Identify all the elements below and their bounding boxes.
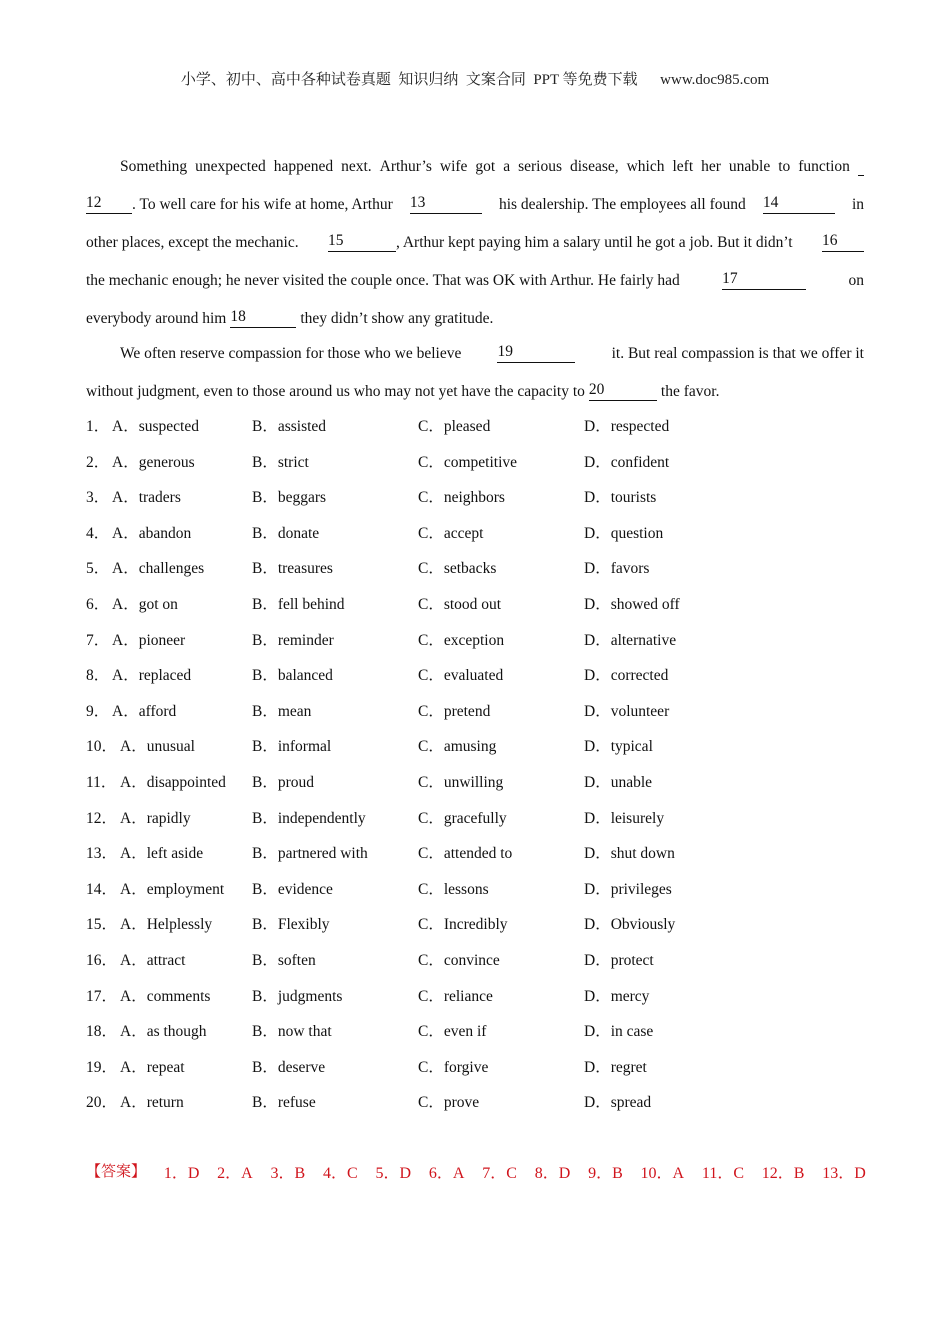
passage-line bbox=[86, 377, 864, 415]
passage-text: it. But real compassion is that we offer it bbox=[611, 345, 864, 362]
option-d: D．protect bbox=[584, 951, 654, 969]
question-number: 8． bbox=[86, 667, 110, 685]
question-number: 2． bbox=[86, 453, 110, 471]
option-a: A．replaced bbox=[112, 667, 192, 685]
option-d: D．shut down bbox=[584, 845, 675, 863]
option-c: C．exception bbox=[418, 631, 505, 649]
option-b: B．deserve bbox=[252, 1058, 326, 1076]
option-d: D．privileges bbox=[584, 880, 672, 898]
option-a: A．abandon bbox=[112, 524, 192, 542]
answer-item: 10．A bbox=[640, 1165, 685, 1182]
blank-13: 13 bbox=[410, 194, 482, 214]
question-number: 16． bbox=[86, 951, 118, 969]
question-number: 13． bbox=[86, 845, 118, 863]
question-number: 19． bbox=[86, 1058, 118, 1076]
option-b: B．now that bbox=[252, 1023, 332, 1041]
answer-item: 13．D bbox=[822, 1165, 866, 1182]
question-number: 6． bbox=[86, 595, 110, 613]
option-c: C．setbacks bbox=[418, 560, 497, 578]
option-c: C．competitive bbox=[418, 453, 518, 471]
option-d: D．favors bbox=[584, 560, 650, 578]
answer-item: 7．C bbox=[482, 1165, 517, 1182]
option-d: D．typical bbox=[584, 738, 653, 756]
question-row bbox=[86, 732, 886, 768]
answer-label: 【答案】 bbox=[86, 1162, 147, 1180]
option-a: A．left aside bbox=[120, 845, 204, 863]
option-a: A．Helplessly bbox=[120, 916, 213, 934]
option-b: B．treasures bbox=[252, 560, 333, 578]
answer-key bbox=[86, 1160, 866, 1183]
option-b: B．donate bbox=[252, 524, 320, 542]
option-c: C．pleased bbox=[418, 418, 491, 435]
option-d: D．alternative bbox=[584, 631, 677, 649]
passage-text: the mechanic enough; he never visited the couple once. That was OK with Arthur. He fairly had bbox=[86, 272, 680, 289]
passage-paragraph-1 bbox=[86, 152, 864, 342]
option-d: D．showed off bbox=[584, 595, 680, 613]
option-b: B．Flexibly bbox=[252, 916, 330, 934]
question-row bbox=[86, 1053, 886, 1089]
option-c: C．reliance bbox=[418, 987, 493, 1005]
option-b: B．informal bbox=[252, 738, 332, 756]
option-d: D．confident bbox=[584, 453, 670, 471]
question-row bbox=[86, 519, 886, 555]
option-a: A．traders bbox=[112, 489, 181, 507]
question-number: 12． bbox=[86, 809, 118, 827]
option-d: D．respected bbox=[584, 418, 670, 435]
question-number: 3． bbox=[86, 489, 110, 507]
question-number: 18． bbox=[86, 1023, 118, 1041]
question-row bbox=[86, 412, 886, 448]
option-c: C．lessons bbox=[418, 880, 489, 898]
option-c: C．stood out bbox=[418, 595, 502, 613]
question-row bbox=[86, 839, 886, 875]
passage-word: next. bbox=[341, 158, 372, 175]
passage-text: . To well care for his wife at home, Arthur bbox=[132, 196, 393, 213]
question-row bbox=[86, 626, 886, 662]
option-d: D．corrected bbox=[584, 667, 669, 685]
passage-line bbox=[86, 190, 864, 228]
passage-text: they didn’t show any gratitude. bbox=[300, 310, 494, 327]
option-d: D．spread bbox=[584, 1094, 652, 1112]
answer-item: 3．B bbox=[270, 1165, 306, 1182]
passage-word: a bbox=[503, 158, 511, 175]
option-a: A．generous bbox=[112, 453, 195, 471]
option-d: D．regret bbox=[584, 1058, 647, 1076]
passage-line bbox=[86, 339, 864, 377]
passage-word: to bbox=[778, 158, 791, 175]
option-d: D．tourists bbox=[584, 489, 657, 507]
passage-text: other places, except the mechanic. bbox=[86, 234, 299, 251]
question-number: 5． bbox=[86, 560, 110, 578]
passage-word: unable bbox=[728, 158, 771, 175]
option-a: A．rapidly bbox=[120, 809, 191, 827]
passage-line bbox=[86, 228, 864, 266]
blank-17: 17 bbox=[722, 270, 806, 290]
passage-paragraph-2 bbox=[86, 339, 864, 415]
option-b: B．beggars bbox=[252, 489, 327, 507]
question-number: 15． bbox=[86, 916, 118, 934]
answer-item: 12．B bbox=[761, 1165, 805, 1182]
option-c: C．pretend bbox=[418, 702, 491, 720]
option-c: C．forgive bbox=[418, 1058, 489, 1076]
blank-12-start bbox=[858, 156, 864, 176]
option-a: A．employment bbox=[120, 880, 225, 898]
passage-word: disease, bbox=[569, 158, 619, 175]
passage-word: Something bbox=[120, 158, 188, 175]
question-row bbox=[86, 982, 886, 1018]
option-b: B．partnered with bbox=[252, 845, 368, 863]
question-number: 9． bbox=[86, 702, 110, 720]
option-b: B．refuse bbox=[252, 1094, 316, 1112]
question-row bbox=[86, 875, 886, 911]
passage-line bbox=[86, 304, 864, 342]
option-a: A．afford bbox=[112, 702, 177, 720]
option-c: C．accept bbox=[418, 524, 484, 542]
answer-item: 11．C bbox=[701, 1165, 744, 1182]
option-c: C．convince bbox=[418, 951, 500, 969]
option-c: C．amusing bbox=[418, 738, 497, 756]
answer-item: 4．C bbox=[323, 1165, 358, 1182]
question-row bbox=[86, 661, 886, 697]
passage-word: got bbox=[475, 158, 496, 175]
answer-item: 6．A bbox=[428, 1165, 465, 1182]
question-row bbox=[86, 697, 886, 733]
answer-item: 5．D bbox=[375, 1165, 412, 1182]
option-c: C．Incredibly bbox=[418, 916, 508, 934]
question-number: 4． bbox=[86, 524, 110, 542]
answer-item: 9．B bbox=[588, 1165, 623, 1182]
passage-text: on bbox=[848, 272, 864, 289]
option-c: C．even if bbox=[418, 1023, 487, 1041]
passage-text: everybody around him bbox=[86, 310, 227, 327]
question-number: 14． bbox=[86, 880, 118, 898]
question-number: 17． bbox=[86, 987, 118, 1005]
question-number: 7． bbox=[86, 631, 110, 649]
passage-text: in bbox=[851, 196, 864, 213]
option-c: C．evaluated bbox=[418, 667, 504, 685]
option-b: B．independently bbox=[252, 809, 366, 827]
passage-word: function bbox=[798, 158, 850, 175]
page-header: 小学、初中、高中各种试卷真题 知识归纳 文案合同 PPT 等免费下载 www.doc985.com bbox=[180, 72, 770, 88]
answer-item: 8．D bbox=[534, 1165, 571, 1182]
passage-word: her bbox=[701, 158, 721, 175]
passage-word: Arthur’s bbox=[379, 158, 432, 175]
option-b: B．proud bbox=[252, 773, 315, 791]
option-a: A．comments bbox=[120, 987, 211, 1005]
question-row bbox=[86, 804, 886, 840]
question-number: 1． bbox=[86, 418, 110, 435]
question-row bbox=[86, 448, 886, 484]
option-b: B．judgments bbox=[252, 987, 343, 1005]
option-a: A．pioneer bbox=[112, 631, 186, 649]
question-row bbox=[86, 946, 886, 982]
answer-item: 1．D bbox=[163, 1165, 200, 1182]
blank-12: 12 bbox=[86, 194, 132, 214]
option-a: A．unusual bbox=[120, 738, 195, 756]
question-row bbox=[86, 483, 886, 519]
option-d: D．leisurely bbox=[584, 809, 665, 827]
passage-line bbox=[86, 266, 864, 304]
option-a: A．disappointed bbox=[120, 773, 226, 791]
passage-word: left bbox=[672, 158, 694, 175]
blank-18: 18 bbox=[230, 308, 296, 328]
answer-item: 2．A bbox=[217, 1165, 253, 1182]
passage-text: , Arthur kept paying him a salary until he got a job. But it didn’t bbox=[395, 234, 793, 251]
option-b: B．strict bbox=[252, 453, 309, 471]
question-row bbox=[86, 554, 886, 590]
passage-text: his dealership. The employees all found bbox=[498, 196, 746, 213]
passage-line bbox=[86, 152, 864, 190]
question-row bbox=[86, 1088, 886, 1124]
option-c: C．neighbors bbox=[418, 489, 505, 507]
passage-word: which bbox=[626, 158, 665, 175]
passage-word: unexpected bbox=[195, 158, 266, 175]
option-d: D．unable bbox=[584, 773, 653, 791]
passage-text: the favor. bbox=[660, 383, 720, 400]
option-d: D．question bbox=[584, 524, 664, 542]
passage-word: wife bbox=[439, 158, 468, 175]
option-b: B．reminder bbox=[252, 631, 334, 649]
blank-16: 16 bbox=[822, 232, 864, 252]
option-d: D．mercy bbox=[584, 987, 650, 1005]
option-b: B．soften bbox=[252, 951, 316, 969]
option-c: C．unwilling bbox=[418, 773, 504, 791]
question-row bbox=[86, 1017, 886, 1053]
blank-14: 14 bbox=[763, 194, 835, 214]
passage-text: We often reserve compassion for those who we believe bbox=[120, 345, 462, 362]
blank-20: 20 bbox=[589, 381, 657, 401]
question-row bbox=[86, 590, 886, 626]
blank-15: 15 bbox=[328, 232, 396, 252]
question-options bbox=[86, 412, 886, 1124]
option-b: B．mean bbox=[252, 702, 312, 720]
question-number: 20． bbox=[86, 1094, 118, 1112]
option-c: C．attended to bbox=[418, 845, 513, 863]
option-a: A．return bbox=[120, 1094, 184, 1112]
passage-text: without judgment, even to those around us who may not yet have the capacity to bbox=[86, 383, 585, 400]
question-number: 10． bbox=[86, 738, 118, 756]
option-b: B．assisted bbox=[252, 418, 327, 435]
option-a: A．suspected bbox=[112, 418, 199, 435]
option-b: B．balanced bbox=[252, 667, 333, 685]
passage-word: serious bbox=[518, 158, 562, 175]
question-row bbox=[86, 768, 886, 804]
blank-19: 19 bbox=[497, 343, 575, 363]
option-a: A．challenges bbox=[112, 560, 205, 578]
option-d: D．in case bbox=[584, 1023, 654, 1041]
option-a: A．as though bbox=[120, 1023, 207, 1041]
option-c: C．gracefully bbox=[418, 809, 507, 827]
option-a: A．got on bbox=[112, 595, 178, 613]
option-b: B．fell behind bbox=[252, 595, 345, 613]
option-a: A．repeat bbox=[120, 1058, 185, 1076]
passage-word: happened bbox=[273, 158, 334, 175]
option-a: A．attract bbox=[120, 951, 186, 969]
question-number: 11． bbox=[86, 773, 117, 791]
option-d: D．Obviously bbox=[584, 916, 676, 934]
option-d: D．volunteer bbox=[584, 702, 670, 720]
option-b: B．evidence bbox=[252, 880, 333, 898]
option-c: C．prove bbox=[418, 1094, 480, 1112]
question-row bbox=[86, 910, 886, 946]
